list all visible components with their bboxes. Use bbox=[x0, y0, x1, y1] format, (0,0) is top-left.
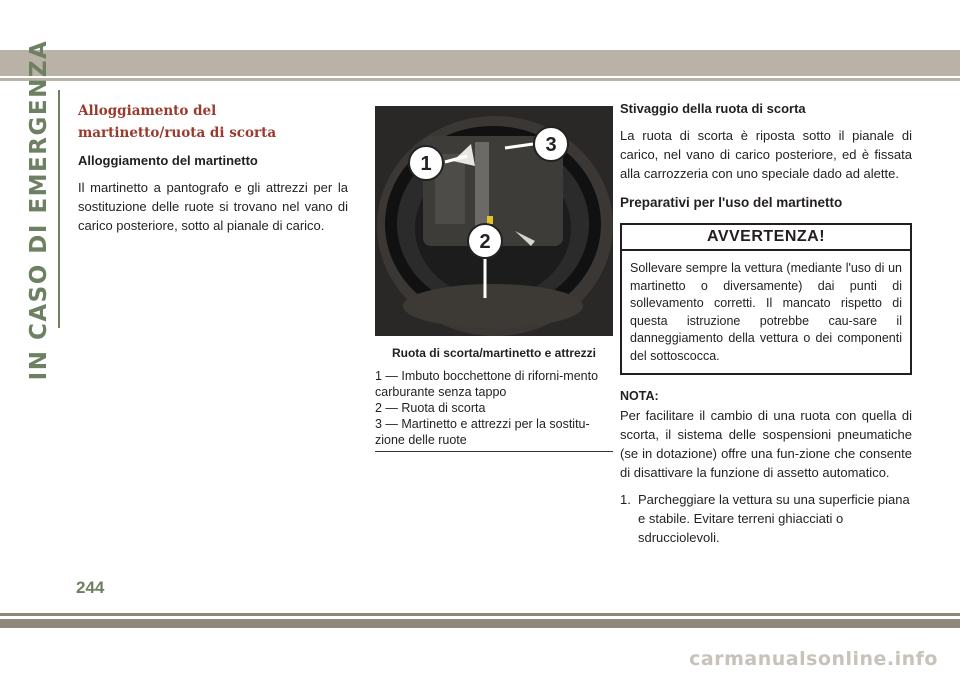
figure-caption: Ruota di scorta/martinetto e attrezzi bbox=[391, 346, 597, 360]
footer-rule bbox=[0, 613, 960, 616]
section-title: Alloggiamento del martinetto/ruota di scorta bbox=[78, 103, 277, 141]
watermark: carmanualsonline.info bbox=[689, 648, 938, 670]
figure-legend bbox=[375, 368, 613, 452]
footer-band bbox=[0, 619, 960, 628]
legend-item: 2 — Ruota di scorta bbox=[375, 401, 486, 415]
figure-column bbox=[375, 106, 613, 452]
callout-1-label: 1 bbox=[420, 153, 432, 175]
subheading-spare-storage: Stivaggio della ruota di scorta bbox=[620, 101, 806, 116]
warning-box bbox=[620, 223, 912, 375]
side-section-tab bbox=[14, 39, 64, 381]
spare-wheel-photo bbox=[375, 106, 613, 336]
page-number: 244 bbox=[76, 578, 105, 597]
callout-3-label: 3 bbox=[545, 134, 557, 156]
header-rule bbox=[0, 78, 960, 81]
step-number: 1. bbox=[620, 492, 631, 507]
list-item bbox=[620, 490, 912, 547]
step-text: Parcheggiare la vettura su una superficie piana e stabile. Evitare terreni ghiacciati o sdrucciolevoli. bbox=[638, 492, 910, 545]
right-column bbox=[620, 100, 912, 547]
paragraph-spare-storage: La ruota di scorta è riposta sotto il pianale di carico, nel vano di carico posteriore, ed è fissata alla carrozzeria con uno speciale dado ad alette. bbox=[620, 128, 912, 181]
warning-text: Sollevare sempre la vettura (mediante l'uso di un martinetto o diversamente) dai punti di sollevamento corretti. Il mancato rispetto di questa istruzione potrebbe cau-sare il danneggiamento della vettura o dei componenti del sottoscocca. bbox=[630, 261, 902, 363]
note-label: NOTA: bbox=[620, 389, 659, 403]
note-text: Per facilitare il cambio di una ruota con quella di scorta, il sistema delle sospensioni pneumatiche (se in dotazione) offre una fun-zione che consente di disattivare la funzione di assetto automatico. bbox=[620, 408, 912, 480]
warning-title: AVVERTENZA! bbox=[622, 225, 910, 251]
side-section-label: IN CASO DI EMERGENZA bbox=[26, 39, 52, 381]
legend-item: 1 — Imbuto bocchettone di riforni-mento carburante senza tappo bbox=[375, 369, 599, 399]
left-column bbox=[78, 100, 348, 243]
spare-wheel-illustration bbox=[375, 106, 613, 336]
subheading-jack-storage: Alloggiamento del martinetto bbox=[78, 153, 258, 168]
callout-2-label: 2 bbox=[479, 231, 491, 253]
legend-item: 3 — Martinetto e attrezzi per la sostitu-zione delle ruote bbox=[375, 417, 590, 447]
heading-jack-preparation: Preparativi per l'uso del martinetto bbox=[620, 195, 843, 210]
side-tab-rule bbox=[58, 90, 60, 328]
header-band bbox=[0, 50, 960, 76]
paragraph-jack-storage: Il martinetto a pantografo e gli attrezzi per la sostituzione delle ruote si trovano nel vano di carico posteriore, sotto al pianale di carico. bbox=[78, 180, 348, 233]
